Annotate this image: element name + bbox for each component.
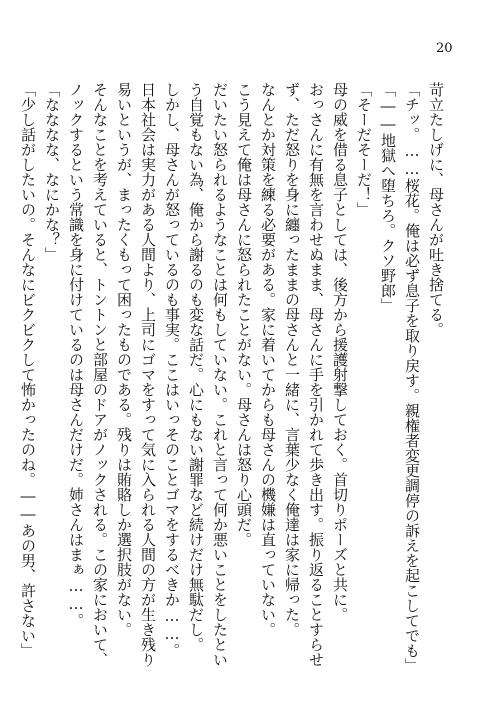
text-line: 「チッ。……桜花。俺は必ず息子を取り戻す。親権者変更調停の訴えを起こしてでも」 <box>403 82 421 673</box>
text-line: 母の威を借る息子としては、後方から援護射撃しておく。首切りポーズと共に。 <box>331 82 349 622</box>
text-line: 「そーだそーだ！」 <box>355 82 373 217</box>
text-line: だいたい怒られるようなことは何もしていない。これと言って何か悪いことをしたとい <box>211 82 229 667</box>
vertical-text-block <box>19 82 448 673</box>
text-line: しかし、母さんが怒っているのも事実。ここはいっそのことゴマをするべきか……。 <box>163 82 181 658</box>
text-line: 「なななな、なにかな？」 <box>43 82 61 262</box>
text-line: 易いというが、まったくもって困ったものである。残りは賄賂しか選択肢がない。 <box>115 82 133 637</box>
text-line: 「少し話がしたいの。そんなにビクビクして怖かったのね。――あの男、許さない」 <box>19 82 37 658</box>
text-line: ず、ただ怒りを身に纏ったままの母さんと一緒に、言葉少なく俺達は家に帰った。 <box>283 82 301 637</box>
text-line: おっさんに有無を言わせぬまま、母さんに手を引かれて歩き出す。振り返ることすらせ <box>307 82 325 667</box>
text-line: こう見えて俺は母さんに怒られたことがない。母さんは怒り心頭だ。 <box>235 82 253 547</box>
text-line: 日本社会は実力がある人間より、上司にゴマをすって気に入られる人間の方が生き残り <box>139 82 157 667</box>
text-line: なんとか対策を練る必要がある。家に着いてからも母さんの機嫌は直っていない。 <box>259 82 277 637</box>
text-line: そんなことを考えていると、トントンと部屋のドアがノックされる。この家において、 <box>91 82 109 667</box>
text-line: 苛立たしげに、母さんが吐き捨てる。 <box>427 82 445 337</box>
text-line: ノックするという常識を身に付けているのは母さんだけだ。姉さんはまぁ……。 <box>67 82 85 628</box>
text-line: 「――地獄へ堕ちろ。クソ野郎」 <box>379 82 397 313</box>
text-line: う自覚もない為、俺から謝るのも変な話だ。心にもない謝罪など続けだけ無駄だし。 <box>187 82 205 652</box>
page-number: 20 <box>436 41 453 56</box>
